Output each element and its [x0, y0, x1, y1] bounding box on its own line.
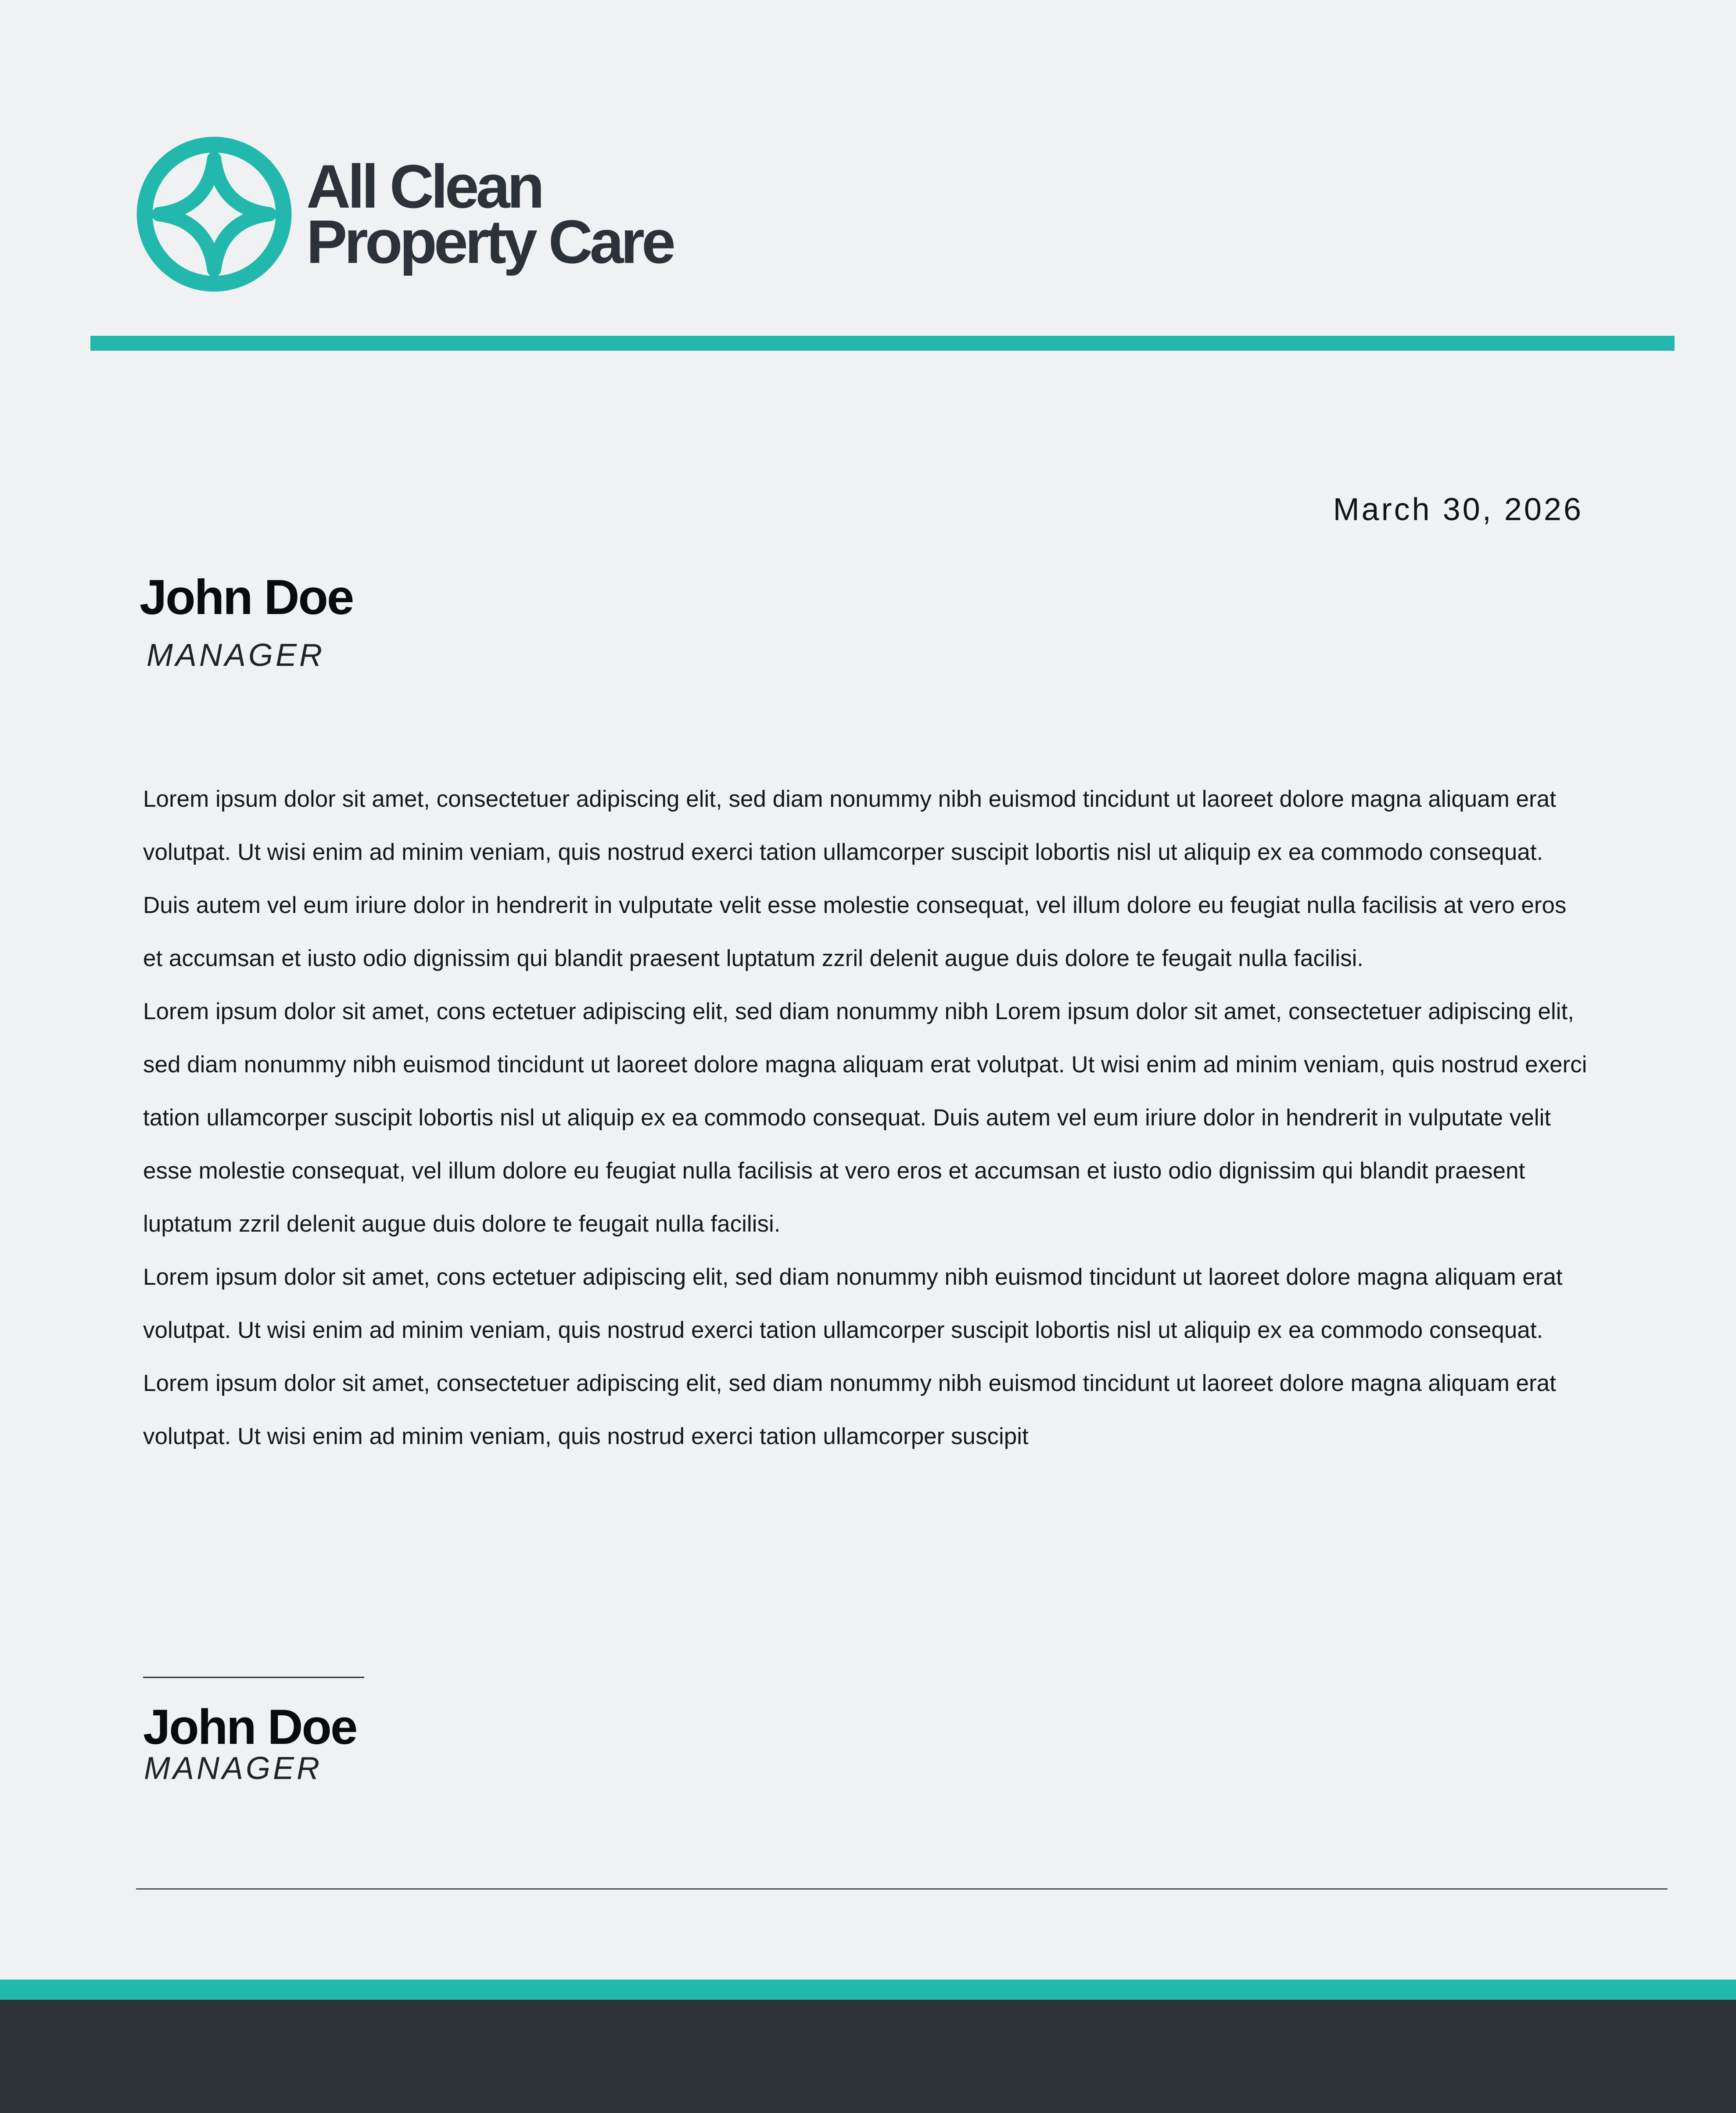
- footer-bar: [0, 2000, 1736, 2113]
- body-paragraph-3: Lorem ipsum dolor sit amet, cons ectetuer adipiscing elit, sed diam nonummy nibh euismod tincidunt ut laoreet dolore magna aliquam erat volutpat. Ut wisi enim ad minim veniam, quis nostrud exerci tation ullamcorper suscipit lobortis nisl ut aliquip ex ea commodo consequat.: [143, 1264, 1563, 1343]
- company-name-line1: All Clean: [306, 152, 542, 221]
- signature-title: MANAGER: [144, 1751, 323, 1786]
- letter-date: March 30, 2026: [1333, 492, 1583, 527]
- body-paragraph-4: Lorem ipsum dolor sit amet, consectetuer adipiscing elit, sed diam nonummy nibh euismod tincidunt ut laoreet dolore magna aliquam erat volutpat. Ut wisi enim ad minim veniam, quis nostrud exerci tation ullamcorper suscipit: [143, 1370, 1556, 1449]
- body-paragraph-1: Lorem ipsum dolor sit amet, consectetuer adipiscing elit, sed diam nonummy nibh euismod tincidunt ut laoreet dolore magna aliquam erat volutpat. Ut wisi enim ad minim veniam, quis nostrud exerci tation ullamcorper suscipit lobortis nisl ut aliquip ex ea commodo consequat. Duis autem vel eum iriure dolor in hendrerit in vulputate velit esse molestie consequat, vel illum dolore eu feugiat nulla facilisis at vero eros et accumsan et iusto odio dignissim qui blandit praesent luptatum zzril delenit augue duis dolore te feugait nulla facilisi.: [143, 786, 1567, 971]
- body-paragraph-2: Lorem ipsum dolor sit amet, cons ectetuer adipiscing elit, sed diam nonummy nibh Lorem ipsum dolor sit amet, consectetuer adipiscing elit, sed diam nonummy nibh euismod tincidunt ut laoreet dolore magna aliquam erat volutpat. Ut wisi enim ad minim veniam, quis nostrud exerci tation ullamcorper suscipit lobortis nisl ut aliquip ex ea commodo consequat. Duis autem vel eum iriure dolor in hendrerit in vulputate velit esse molestie consequat, vel illum dolore eu feugiat nulla facilisis at vero eros et accumsan et iusto odio dignissim qui blandit praesent luptatum zzril delenit augue duis dolore te feugait nulla facilisi.: [143, 999, 1587, 1237]
- footer-accent-stripe: [0, 1980, 1736, 2000]
- header-accent-rule: [90, 336, 1675, 351]
- company-logo: [135, 135, 673, 293]
- company-name: [306, 152, 673, 276]
- sparkle-circle-icon: [135, 135, 293, 293]
- letter-body: [143, 773, 1591, 1463]
- recipient-name: John Doe: [140, 570, 353, 625]
- signature-name: John Doe: [143, 1700, 357, 1754]
- company-name-line2: Property Care: [306, 207, 673, 276]
- footer-divider: [136, 1888, 1668, 1890]
- recipient-title: MANAGER: [147, 638, 325, 673]
- signature-line: [143, 1677, 364, 1678]
